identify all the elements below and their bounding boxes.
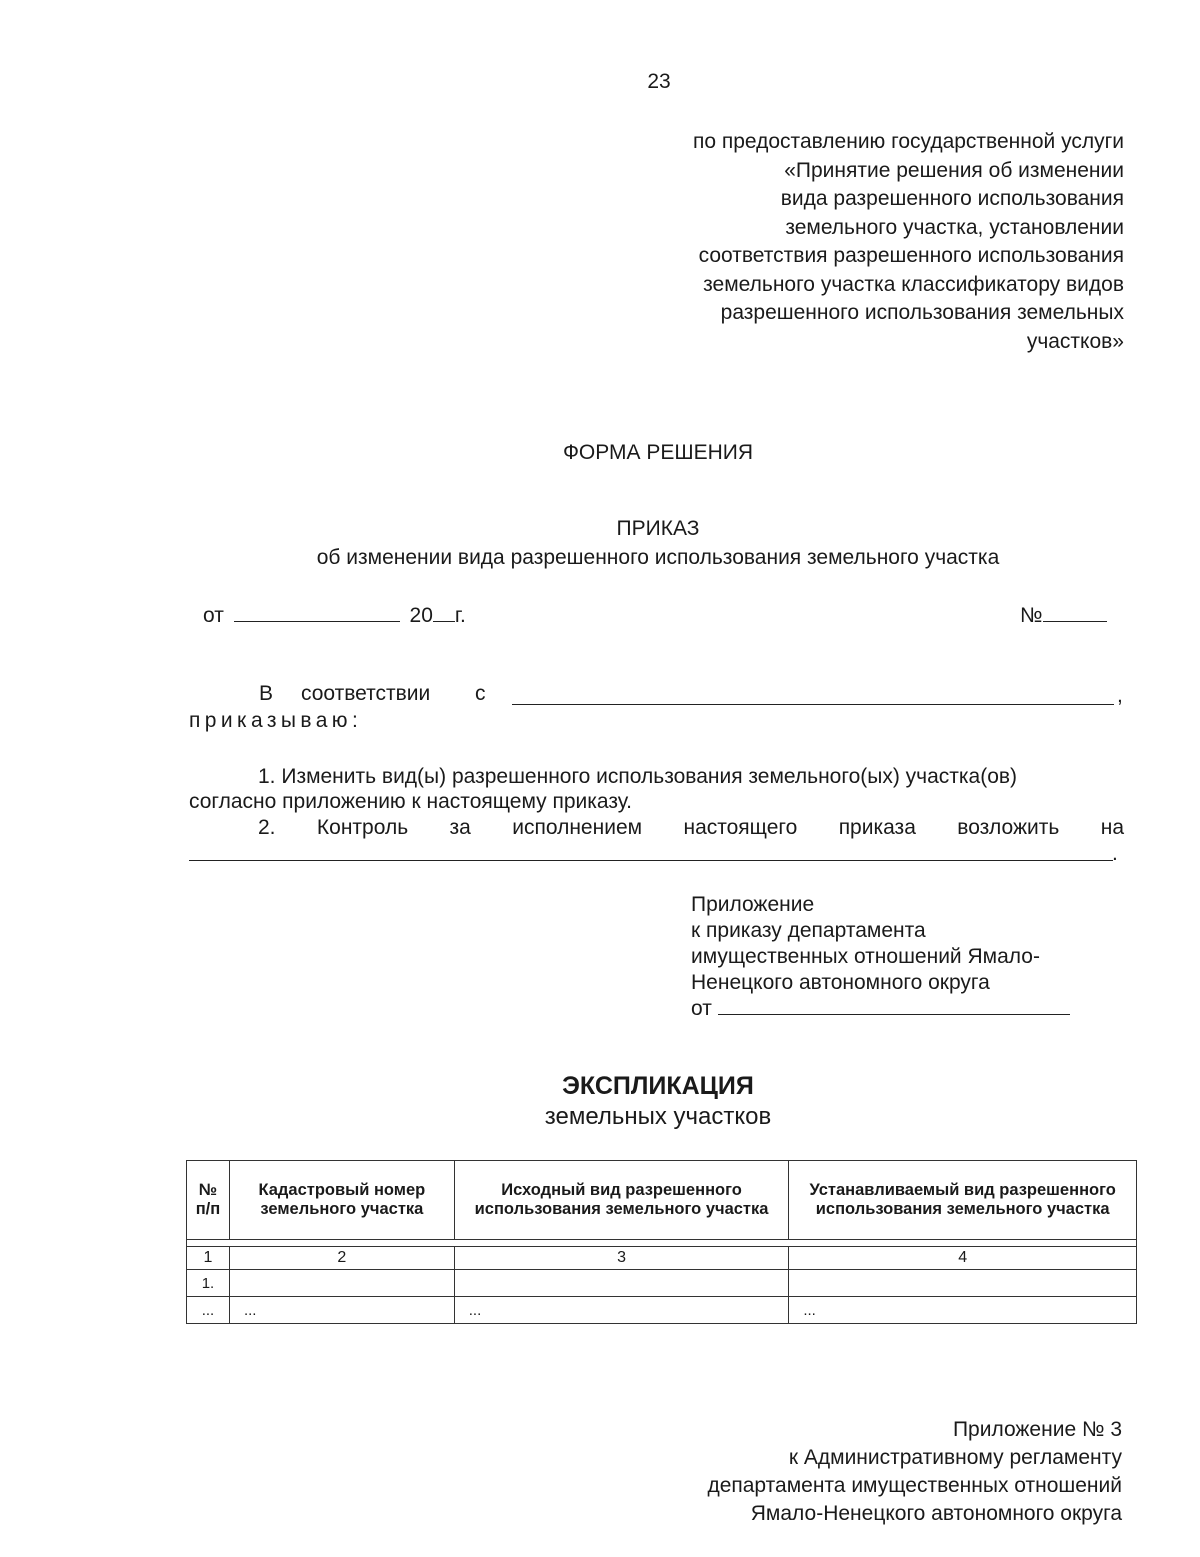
- order-word: приказываю:: [189, 709, 363, 732]
- header-line: вида разрешенного использования: [780, 187, 1124, 210]
- accord-word: В: [259, 682, 274, 705]
- table-header: Кадастровый номер земельного участка: [229, 1161, 454, 1240]
- order-subtitle: об изменении вида разрешенного использования земельного участка: [316, 546, 1000, 569]
- header-line: соответствия разрешенного использования: [698, 244, 1124, 267]
- table-spacer: [187, 1240, 1137, 1247]
- accord-end: ,: [1117, 684, 1123, 707]
- item-1: 1. Изменить вид(ы) разрешенного использования земельного(ых) участка(ов): [258, 765, 1018, 788]
- item-2-word: Контроль: [316, 816, 409, 839]
- item-2-word: приказа: [838, 816, 916, 839]
- table-header: № п/п: [187, 1161, 230, 1240]
- table-row: [187, 1297, 1137, 1324]
- table-cell: 1.: [187, 1270, 230, 1297]
- table-cell: ...: [229, 1297, 454, 1324]
- table-cell: [789, 1270, 1137, 1297]
- footer-line: Приложение № 3: [952, 1418, 1122, 1441]
- table-cell: [454, 1270, 789, 1297]
- explication-subtitle: земельных участков: [544, 1103, 772, 1130]
- header-line: участков»: [1026, 329, 1124, 353]
- item-2-blank: [189, 860, 1113, 861]
- header-line: земельного участка, установлении: [785, 215, 1124, 239]
- date-suffix: г.: [454, 604, 466, 627]
- item-2-word: настоящего: [683, 816, 798, 839]
- table-cell: ...: [454, 1297, 789, 1324]
- header-line: «Принятие решения об изменении: [784, 158, 1124, 182]
- explication-title: ЭКСПЛИКАЦИЯ: [562, 1072, 754, 1100]
- table-header: Исходный вид разрешенного использования земельного участка: [454, 1161, 789, 1240]
- item-1-continuation: согласно приложению к настоящему приказу.: [189, 790, 632, 813]
- order-number-line: [1020, 603, 1107, 628]
- header-block: [564, 128, 1124, 356]
- year-blank: [433, 603, 455, 622]
- form-title: ФОРМА РЕШЕНИЯ: [562, 441, 754, 464]
- accord-word: с: [475, 682, 486, 705]
- footer-line: департамента имущественных отношений: [707, 1474, 1122, 1497]
- order-title: ПРИКАЗ: [616, 517, 700, 540]
- table-cell: 2: [229, 1247, 454, 1270]
- table-header: Устанавливаемый вид разрешенного использования земельного участка: [789, 1161, 1137, 1240]
- table-row: [187, 1247, 1137, 1270]
- appendix-date-blank: [718, 996, 1070, 1015]
- item-2-word: 2.: [258, 816, 276, 839]
- number-blank: [1043, 603, 1107, 622]
- footer-line: к Административному регламенту: [788, 1446, 1122, 1469]
- appendix-line: Приложение: [691, 893, 815, 916]
- appendix-block: [691, 892, 1070, 1022]
- appendix-date-line: [691, 996, 1070, 1022]
- header-line: земельного участка классификатору видов: [703, 272, 1124, 296]
- table-cell: ...: [187, 1297, 230, 1324]
- table-cell: [229, 1270, 454, 1297]
- item-2-end: .: [1112, 842, 1118, 865]
- explication-table: [186, 1160, 1137, 1324]
- table-row: [187, 1270, 1137, 1297]
- item-2-word: исполнением: [512, 816, 643, 839]
- header-line: разрешенного использования земельных: [720, 301, 1124, 324]
- item-2: [258, 816, 1124, 840]
- item-2-word: на: [1100, 816, 1124, 839]
- appendix-line: имущественных отношений Ямало-: [691, 945, 1040, 968]
- item-2-word: возложить: [957, 816, 1060, 839]
- footer-line: Ямало-Ненецкого автономного округа: [750, 1502, 1122, 1525]
- accord-blank: [512, 704, 1114, 705]
- date-prefix: от: [203, 604, 224, 627]
- appendix-date-prefix: от: [691, 997, 712, 1020]
- footer-block: [562, 1416, 1122, 1528]
- table-cell: 4: [789, 1247, 1137, 1270]
- appendix-line: к приказу департамента: [691, 919, 926, 942]
- date-blank: [234, 603, 400, 622]
- table-cell: 3: [454, 1247, 789, 1270]
- table-header-row: [187, 1161, 1137, 1240]
- order-date-line: [203, 603, 466, 628]
- header-line: по предоставлению государственной услуги: [692, 130, 1124, 153]
- number-label: №: [1020, 604, 1043, 627]
- table-spacer-row: [187, 1240, 1137, 1247]
- accord-word: соответствии: [301, 682, 431, 705]
- appendix-line: Ненецкого автономного округа: [691, 971, 990, 994]
- table-cell: 1: [187, 1247, 230, 1270]
- item-2-word: за: [449, 816, 471, 839]
- page-number: 23: [647, 70, 671, 93]
- table-cell: ...: [789, 1297, 1137, 1324]
- date-year: 20: [409, 604, 433, 627]
